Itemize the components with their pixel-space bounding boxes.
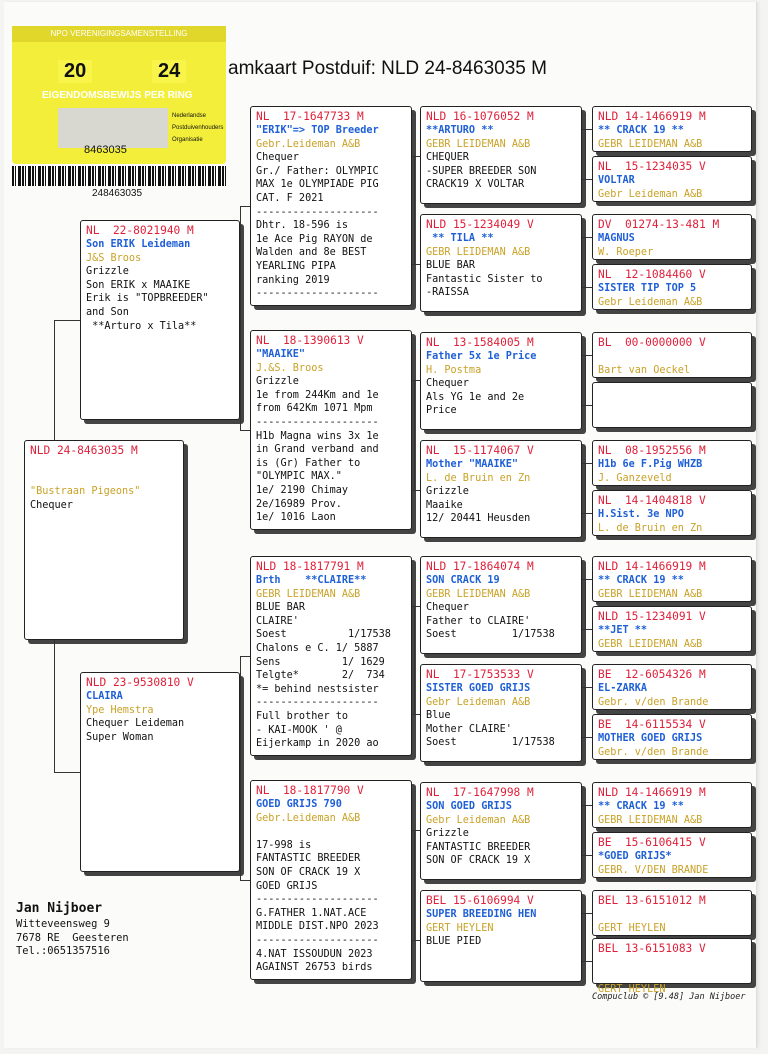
pedigree-box-p22 <box>592 490 752 536</box>
connector-line <box>585 355 586 405</box>
pedigree-box-p25 <box>592 664 752 710</box>
pedigree-line: 1e/ 1016 Laon <box>256 512 336 524</box>
pedigree-line: J&S Broos <box>86 252 142 264</box>
sticker-legend <box>172 110 223 146</box>
pedigree-line: -RAISSA <box>426 287 469 299</box>
pedigree-line: BLUE BAR <box>426 260 476 272</box>
pedigree-line <box>598 956 746 970</box>
pedigree-line: Bart van Oeckel <box>598 364 691 376</box>
connector-line <box>582 287 592 288</box>
pedigree-line: GEBR. V/DEN BRANDE <box>598 864 709 876</box>
pedigree-line: FANTASTIC BREEDER <box>256 853 361 865</box>
pedigree-line: Chequer Leideman <box>86 718 185 730</box>
pedigree-line: GERT HEYLEN <box>426 922 494 934</box>
pedigree-line: H.Sist. 3e NPO <box>598 509 684 520</box>
pedigree-line: Sens 1/ 1629 <box>256 656 385 668</box>
connector-line <box>582 513 592 514</box>
pedigree-line: Gr./ Father: OLYMPIC <box>256 165 379 177</box>
ring-number: NL 17-1647733 M <box>256 110 364 123</box>
connector-line <box>582 805 592 806</box>
pedigree-line: SUPER BREEDING HEN <box>426 909 537 920</box>
pedigree-line: -------------------- <box>256 416 379 428</box>
pedigree-line: 1e Ace Pig RAYON de <box>256 233 373 245</box>
pedigree-line: Grizzle <box>86 266 129 278</box>
pedigree-line: H1b 6e F.Pig WHZB <box>598 459 703 470</box>
pedigree-line: Father to CLAIRE' <box>426 615 531 627</box>
pedigree-box-p20 <box>592 382 752 428</box>
pedigree-line: Father 5x 1e Price <box>426 351 537 362</box>
pedigree-box-p23 <box>592 556 752 602</box>
pedigree-line: MOTHER GOED GRIJS <box>598 733 703 744</box>
pedigree-line: Mother "MAAIKE" <box>426 459 519 470</box>
pedigree-line: in Grand verband and <box>256 444 379 456</box>
pedigree-line: ** CRACK 19 ** <box>598 125 684 136</box>
pedigree-line: Gebr. v/den Brande <box>598 696 709 708</box>
pedigree-box-p5 <box>250 556 412 756</box>
pedigree-line: Gebr. v/den Brande <box>598 746 709 758</box>
pedigree-line: is (Gr) Father to <box>256 457 361 469</box>
sticker-legend-line: Organisatie <box>172 137 203 143</box>
pedigree-line: GEBR LEIDEMAN A&B <box>598 814 703 826</box>
connector-line <box>582 129 592 130</box>
connector-line <box>54 772 80 773</box>
pedigree-line: Soest 1/17538 <box>256 629 391 641</box>
ring-number: NLD 23-9530810 V <box>86 676 194 689</box>
ring-number: NLD 15-1234091 V <box>598 610 706 623</box>
pedigree-line: Als YG 1e and 2e <box>426 391 525 403</box>
sticker-top-text: NPO VERENIGINGSAMENSTELLING <box>12 26 226 42</box>
pedigree-line: Soest 1/17538 <box>426 629 555 641</box>
pedigree-box-p16 <box>592 156 752 202</box>
connector-line <box>582 237 592 238</box>
connector-line <box>585 579 586 629</box>
connector-line <box>585 237 586 287</box>
sticker-year-b: 24 <box>152 60 186 83</box>
pedigree-line: Brth **CLAIRE** <box>256 575 367 586</box>
pedigree-box-p4 <box>250 330 412 530</box>
pedigree-line: Mother CLAIRE' <box>426 723 512 735</box>
pedigree-box-p7 <box>420 106 582 204</box>
pedigree-line: 1e/ 2190 Chimay <box>256 484 349 496</box>
connector-line <box>582 463 592 464</box>
pedigree-line: "MAAIKE" <box>256 349 306 360</box>
pedigree-line: Ype Hemstra <box>86 704 154 716</box>
pedigree-line: Gebr Leideman A&B <box>598 296 703 308</box>
ring-number: NL 15-1234035 V <box>598 160 706 173</box>
pedigree-line: ** CRACK 19 ** <box>598 801 684 812</box>
connector-line <box>414 830 415 940</box>
connector-line <box>582 179 592 180</box>
ring-number: NLD 17-1864074 M <box>426 560 534 573</box>
pedigree-line: ** TILA ** <box>426 233 494 244</box>
ring-number: NLD 16-1076052 M <box>426 110 534 123</box>
ring-number: NL 15-1174067 V <box>426 444 534 457</box>
pedigree-box-p29 <box>592 890 752 936</box>
pedigree-line: GEBR LEIDEMAN A&B <box>426 246 531 258</box>
connector-line <box>240 206 241 430</box>
connector-line <box>414 156 415 264</box>
ring-number: NLD 14-1466919 M <box>598 110 706 123</box>
connector-line <box>412 264 420 265</box>
pedigree-box-p12 <box>420 664 582 762</box>
pedigree-line: MAGNUS <box>598 233 635 244</box>
pedigree-line: -------------------- <box>256 288 379 300</box>
ring-number: BEL 13-6151083 V <box>598 942 706 955</box>
pedigree-line: SON GOED GRIJS <box>426 801 512 812</box>
pedigree-line: W. Roeper <box>598 246 654 258</box>
pedigree-line: -SUPER BREEDER SON <box>426 165 537 177</box>
pedigree-line: J.&S. Broos <box>256 362 324 374</box>
pedigree-line: L. de Bruin en Zn <box>426 472 531 484</box>
connector-line <box>585 463 586 513</box>
pedigree-line: 17-998 is <box>256 839 312 851</box>
pedigree-box-p18 <box>592 264 752 310</box>
pedigree-box-p14 <box>420 890 582 982</box>
pedigree-line: Gebr.Leideman A&B <box>256 812 361 824</box>
pedigree-line: Fantastic Sister to <box>426 273 543 285</box>
pedigree-line: **Arturo x Tila** <box>86 320 197 332</box>
pedigree-line: Chequer <box>426 602 469 614</box>
ring-number: BEL 15-6106994 V <box>426 894 534 907</box>
pedigree-line: Gebr.Leideman A&B <box>256 138 361 150</box>
pedigree-line: - KAI-MOOK ' @ <box>256 724 342 736</box>
pedigree-box-p26 <box>592 714 752 760</box>
pedigree-box-p15 <box>592 106 752 152</box>
connector-line <box>412 714 420 715</box>
pedigree-line: VOLTAR <box>598 175 635 186</box>
sticker-number: 8463035 <box>84 144 127 156</box>
pedigree-line: Dhtr. 18-596 is <box>256 220 349 232</box>
pedigree-line: Price <box>426 405 457 417</box>
ring-number: BE 15-6106415 V <box>598 836 706 849</box>
ring-number: DV 01274-13-481 M <box>598 218 720 231</box>
pedigree-line: CLAIRA <box>86 691 123 702</box>
connector-line <box>582 629 592 630</box>
ring-number: BL 00-0000000 V <box>598 336 706 349</box>
pedigree-line: -------------------- <box>256 894 379 906</box>
ring-number: NLD 24-8463035 M <box>30 444 138 457</box>
pedigree-line: L. de Bruin en Zn <box>598 522 703 534</box>
pedigree-box-p28 <box>592 832 752 878</box>
owner-block <box>16 900 129 959</box>
pedigree-line: **ARTURO ** <box>426 125 494 136</box>
pedigree-line: GEBR LEIDEMAN A&B <box>598 638 703 650</box>
ring-number: NL 13-1584005 M <box>426 336 534 349</box>
connector-line <box>54 640 55 772</box>
pedigree-line: Telgte* 2/ 734 <box>256 670 385 682</box>
pedigree-line: GEBR LEIDEMAN A&B <box>426 138 531 150</box>
pedigree-box-p6 <box>250 780 412 980</box>
ring-number: BE 14-6115534 V <box>598 718 706 731</box>
pedigree-line: MAX 1e OLYMPIADE PIG <box>256 179 379 191</box>
owner-city: 7678 RE Geesteren <box>16 931 129 944</box>
pedigree-line: BLUE BAR <box>256 602 306 614</box>
pedigree-line: J. Ganzeveld <box>598 472 672 484</box>
pedigree-line: Maaike <box>426 499 463 511</box>
pedigree-line: GERT HEYLEN <box>598 984 666 996</box>
pedigree-box-p11 <box>420 556 582 654</box>
pedigree-line: SISTER TIP TOP 5 <box>598 283 697 294</box>
pedigree-line: Gebr Leideman A&B <box>426 696 531 708</box>
pedigree-line: Son ERIK Leideman <box>86 239 191 250</box>
owner-phone: Tel.:0651357516 <box>16 945 110 958</box>
connector-line <box>412 940 420 941</box>
page-title: amkaart Postduif: NLD 24-8463035 M <box>228 58 547 79</box>
pedigree-line: *= behind nestsister <box>256 683 379 695</box>
pedigree-box-p2 <box>80 672 240 872</box>
sticker-ring-text: EIGENDOMSBEWIJS PER RING <box>42 90 193 101</box>
pedigree-box-p24 <box>592 606 752 652</box>
pedigree-box-p19 <box>592 332 752 378</box>
pedigree-line <box>598 350 746 364</box>
ring-number: NLD 15-1234049 V <box>426 218 534 231</box>
connector-line <box>582 405 592 406</box>
connector-line <box>582 579 592 580</box>
ring-number: NL 17-1753533 V <box>426 668 534 681</box>
connector-line <box>240 206 250 207</box>
pedigree-box-p1 <box>80 220 240 420</box>
connector-line <box>582 687 592 688</box>
ring-number: NLD 14-1466919 M <box>598 786 706 799</box>
pedigree-line <box>598 908 746 922</box>
pedigree-box-p10 <box>420 440 582 538</box>
pedigree-line: -------------------- <box>256 697 379 709</box>
pedigree-line: Chequer <box>426 378 469 390</box>
pedigree-line: SON OF CRACK 19 X <box>426 855 531 867</box>
pedigree-line: Super Woman <box>86 731 154 743</box>
pedigree-line: Blue <box>426 710 451 722</box>
pedigree-line: and Son <box>86 306 129 318</box>
ring-number: NL 22-8021940 M <box>86 224 194 237</box>
pedigree-line: G.FATHER 1.NAT.ACE <box>256 907 367 919</box>
owner-name: Jan Nijboer <box>16 901 103 916</box>
pedigree-box-p13 <box>420 782 582 880</box>
pedigree-line: Walden and 8e BEST <box>256 247 367 259</box>
pedigree-line: Gebr Leideman A&B <box>598 188 703 200</box>
pedigree-box-p3 <box>250 106 412 306</box>
connector-line <box>582 961 592 962</box>
pedigree-line: Full brother to <box>256 710 349 722</box>
pedigree-line: "Bustraan Pigeons" <box>30 486 141 498</box>
ring-number: NL 18-1390613 V <box>256 334 364 347</box>
connector-line <box>582 355 592 356</box>
pedigree-line: Grizzle <box>426 828 469 840</box>
pedigree-line: BLUE PIED <box>426 936 482 948</box>
ring-number: NLD 18-1817791 M <box>256 560 364 573</box>
ring-number: NL 12-1084460 V <box>598 268 706 281</box>
connector-line <box>414 380 415 490</box>
pedigree-line: GOED GRIJS 790 <box>256 799 342 810</box>
pedigree-line: 4.NAT ISSOUDUN 2023 <box>256 948 373 960</box>
pedigree-line: "ERIK"=> TOP Breeder <box>256 125 379 136</box>
pedigree-line: CAT. F 2021 <box>256 192 324 204</box>
connector-line <box>582 913 592 914</box>
ring-number: BEL 13-6151012 M <box>598 894 706 907</box>
pedigree-line: *GOED GRIJS* <box>598 851 672 862</box>
ring-number: NL 17-1647998 M <box>426 786 534 799</box>
owner-street: Witteveensweg 9 <box>16 918 110 930</box>
pedigree-line: Soest 1/17538 <box>426 737 555 749</box>
pedigree-line: GERT HEYLEN <box>598 922 666 934</box>
connector-line <box>582 737 592 738</box>
pedigree-line: CHEQUER <box>426 152 469 164</box>
connector-line <box>585 129 586 179</box>
pedigree-line: Gebr Leideman A&B <box>426 814 531 826</box>
pedigree-line: GEBR LEIDEMAN A&B <box>598 588 703 600</box>
connector-line <box>54 320 55 440</box>
pedigree-box-p17 <box>592 214 752 260</box>
pedigree-line: AGAINST 26753 birds <box>256 962 373 974</box>
pedigree-box-p0 <box>24 440 184 640</box>
pedigree-line: H1b Magna wins 3x 1e <box>256 430 379 442</box>
barcode-number: 248463035 <box>92 188 143 199</box>
sticker-photo-area <box>58 108 168 148</box>
ring-number: NLD 14-1466919 M <box>598 560 706 573</box>
pedigree-line <box>598 970 746 984</box>
ring-number: NL 18-1817790 V <box>256 784 364 797</box>
pedigree-box-p27 <box>592 782 752 828</box>
pedigree-line: Eijerkamp in 2020 ao <box>256 738 379 750</box>
pedigree-line: ranking 2019 <box>256 274 330 286</box>
pedigree-box-p9 <box>420 332 582 430</box>
pedigree-line: **JET ** <box>598 625 648 636</box>
connector-line <box>414 606 415 714</box>
pedigree-line <box>30 458 178 472</box>
pedigree-line: FANTASTIC BREEDER <box>426 841 531 853</box>
pedigree-line: 12/ 20441 Heusden <box>426 513 531 525</box>
pedigree-line: SON CRACK 19 <box>426 575 500 586</box>
pedigree-line: GEBR LEIDEMAN A&B <box>598 138 703 150</box>
pedigree-box-p21 <box>592 440 752 486</box>
pedigree-line: Chequer <box>256 152 299 164</box>
pedigree-line: Chalons e C. 1/ 5887 <box>256 642 379 654</box>
connector-line <box>585 805 586 855</box>
connector-line <box>54 320 80 321</box>
pedigree-line: CLAIRE' <box>256 615 299 627</box>
ring-number: NL 14-1404818 V <box>598 494 706 507</box>
pedigree-line: 1e from 244Km and 1e <box>256 389 379 401</box>
pedigree-line: SON OF CRACK 19 X <box>256 866 361 878</box>
pedigree-line: MIDDLE DIST.NPO 2023 <box>256 921 379 933</box>
pedigree-line: Grizzle <box>256 376 299 388</box>
footer-credit: Compuclub © [9.48] Jan Nijboer <box>592 992 746 1002</box>
pedigree-line: GEBR LEIDEMAN A&B <box>256 588 361 600</box>
pedigree-line: CRACK19 X VOLTAR <box>426 179 525 191</box>
pedigree-box-p8 <box>420 214 582 312</box>
pedigree-line: Son ERIK x MAAIKE <box>86 279 191 291</box>
pedigree-line: GOED GRIJS <box>256 880 318 892</box>
pedigree-line: from 642Km 1071 Mpm <box>256 403 373 415</box>
connector-line <box>240 430 250 431</box>
ring-number: BE 12-6054326 M <box>598 668 706 681</box>
pedigree-line: Erik is "TOPBREEDER" <box>86 293 209 305</box>
sticker-year-a: 20 <box>58 60 92 83</box>
ring-number <box>598 386 746 400</box>
pedigree-line: 2e/16989 Prov. <box>256 498 342 510</box>
pedigree-line: H. Postma <box>426 364 482 376</box>
pedigree-line: ** CRACK 19 ** <box>598 575 684 586</box>
barcode <box>12 166 226 186</box>
pedigree-box-p30 <box>592 938 752 996</box>
connector-line <box>240 656 241 880</box>
pedigree-line <box>30 472 178 486</box>
pedigree-line: EL-ZARKA <box>598 683 648 694</box>
ring-number: NL 08-1952556 M <box>598 444 706 457</box>
pedigree-line: -------------------- <box>256 206 379 218</box>
pedigree-line: -------------------- <box>256 934 379 946</box>
pedigree-line: Grizzle <box>426 486 469 498</box>
sticker-legend-line: Nederlandse <box>172 113 207 119</box>
pedigree-line: SISTER GOED GRIJS <box>426 683 531 694</box>
pedigree-line: YEARLING PIPA <box>256 260 336 272</box>
connector-line <box>240 656 250 657</box>
ownership-sticker <box>12 26 226 164</box>
connector-line <box>582 855 592 856</box>
sticker-legend-line: Postduivenhouders <box>172 125 224 131</box>
pedigree-line: Chequer <box>30 499 73 511</box>
pedigree-line <box>256 825 406 839</box>
connector-line <box>585 913 586 961</box>
connector-line <box>412 490 420 491</box>
connector-line <box>585 687 586 737</box>
pedigree-line: GEBR LEIDEMAN A&B <box>426 588 531 600</box>
pedigree-line: "OLYMPIC MAX." <box>256 471 342 483</box>
connector-line <box>240 880 250 881</box>
